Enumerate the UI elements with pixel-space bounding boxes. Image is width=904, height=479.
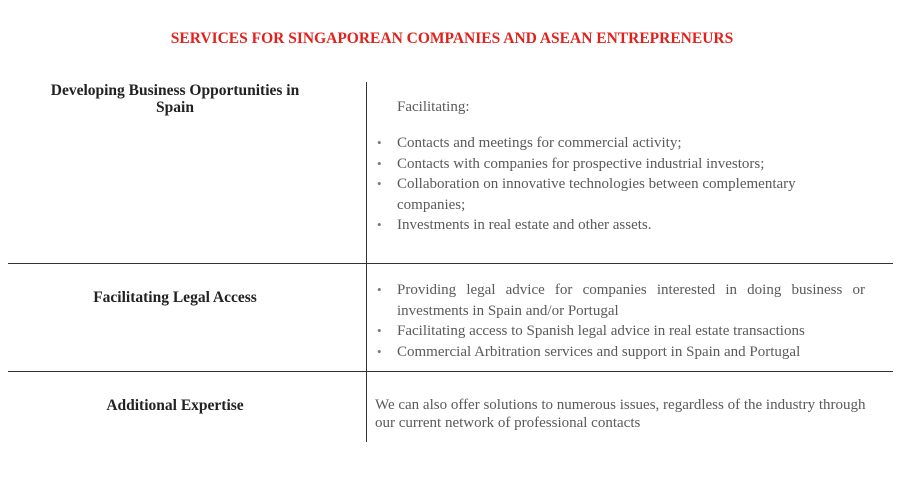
list-item-text: Investments in real estate and other assets. [397, 217, 652, 233]
list-item [373, 174, 843, 215]
bullet-icon: • [377, 343, 382, 359]
list-item [373, 342, 865, 363]
additional-expertise-text: We can also offer solutions to numerous issues, regardless of the industry through our current network of professional contacts [375, 397, 866, 431]
bullet-icon: • [377, 282, 382, 297]
row-label-legal-access: Facilitating Legal Access [93, 289, 257, 306]
list-item [373, 133, 843, 154]
list-item-text: Collaboration on innovative technologies between complementary companies; [397, 176, 796, 213]
list-item [373, 321, 865, 342]
list-item-text: Commercial Arbitration services and support in Spain and Portugal [397, 343, 801, 360]
list-item-text: Contacts with companies for prospective industrial investors; [397, 155, 765, 172]
list-item [373, 154, 843, 175]
bullet-icon: • [377, 217, 382, 232]
table-row-divider [8, 371, 893, 372]
bullet-icon: • [377, 135, 382, 150]
row-intro-text: Facilitating: [397, 99, 470, 115]
bullet-icon: • [377, 176, 382, 191]
row-label-line: Developing Business Opportunities in [50, 82, 300, 99]
row-label-business-opportunities [10, 82, 340, 116]
legal-access-list [373, 280, 865, 362]
list-item [373, 215, 843, 236]
bullet-icon: • [377, 323, 382, 338]
list-item-text: Facilitating access to Spanish legal advice in real estate transactions [397, 323, 805, 339]
page-title: SERVICES FOR SINGAPOREAN COMPANIES AND ASEAN ENTREPRENEURS [170, 30, 734, 47]
table-column-divider [366, 82, 367, 442]
list-item [373, 280, 865, 321]
list-item-text: Providing legal advice for companies interested in doing business or investments in Spain and/or Portugal [397, 282, 865, 319]
business-opportunities-list [373, 133, 843, 236]
row-label-additional-expertise: Additional Expertise [106, 397, 244, 414]
bullet-icon: • [377, 155, 382, 171]
row-label-line: Spain [156, 99, 194, 116]
table-row-divider [8, 263, 893, 264]
list-item-text: Contacts and meetings for commercial activity; [397, 135, 682, 151]
